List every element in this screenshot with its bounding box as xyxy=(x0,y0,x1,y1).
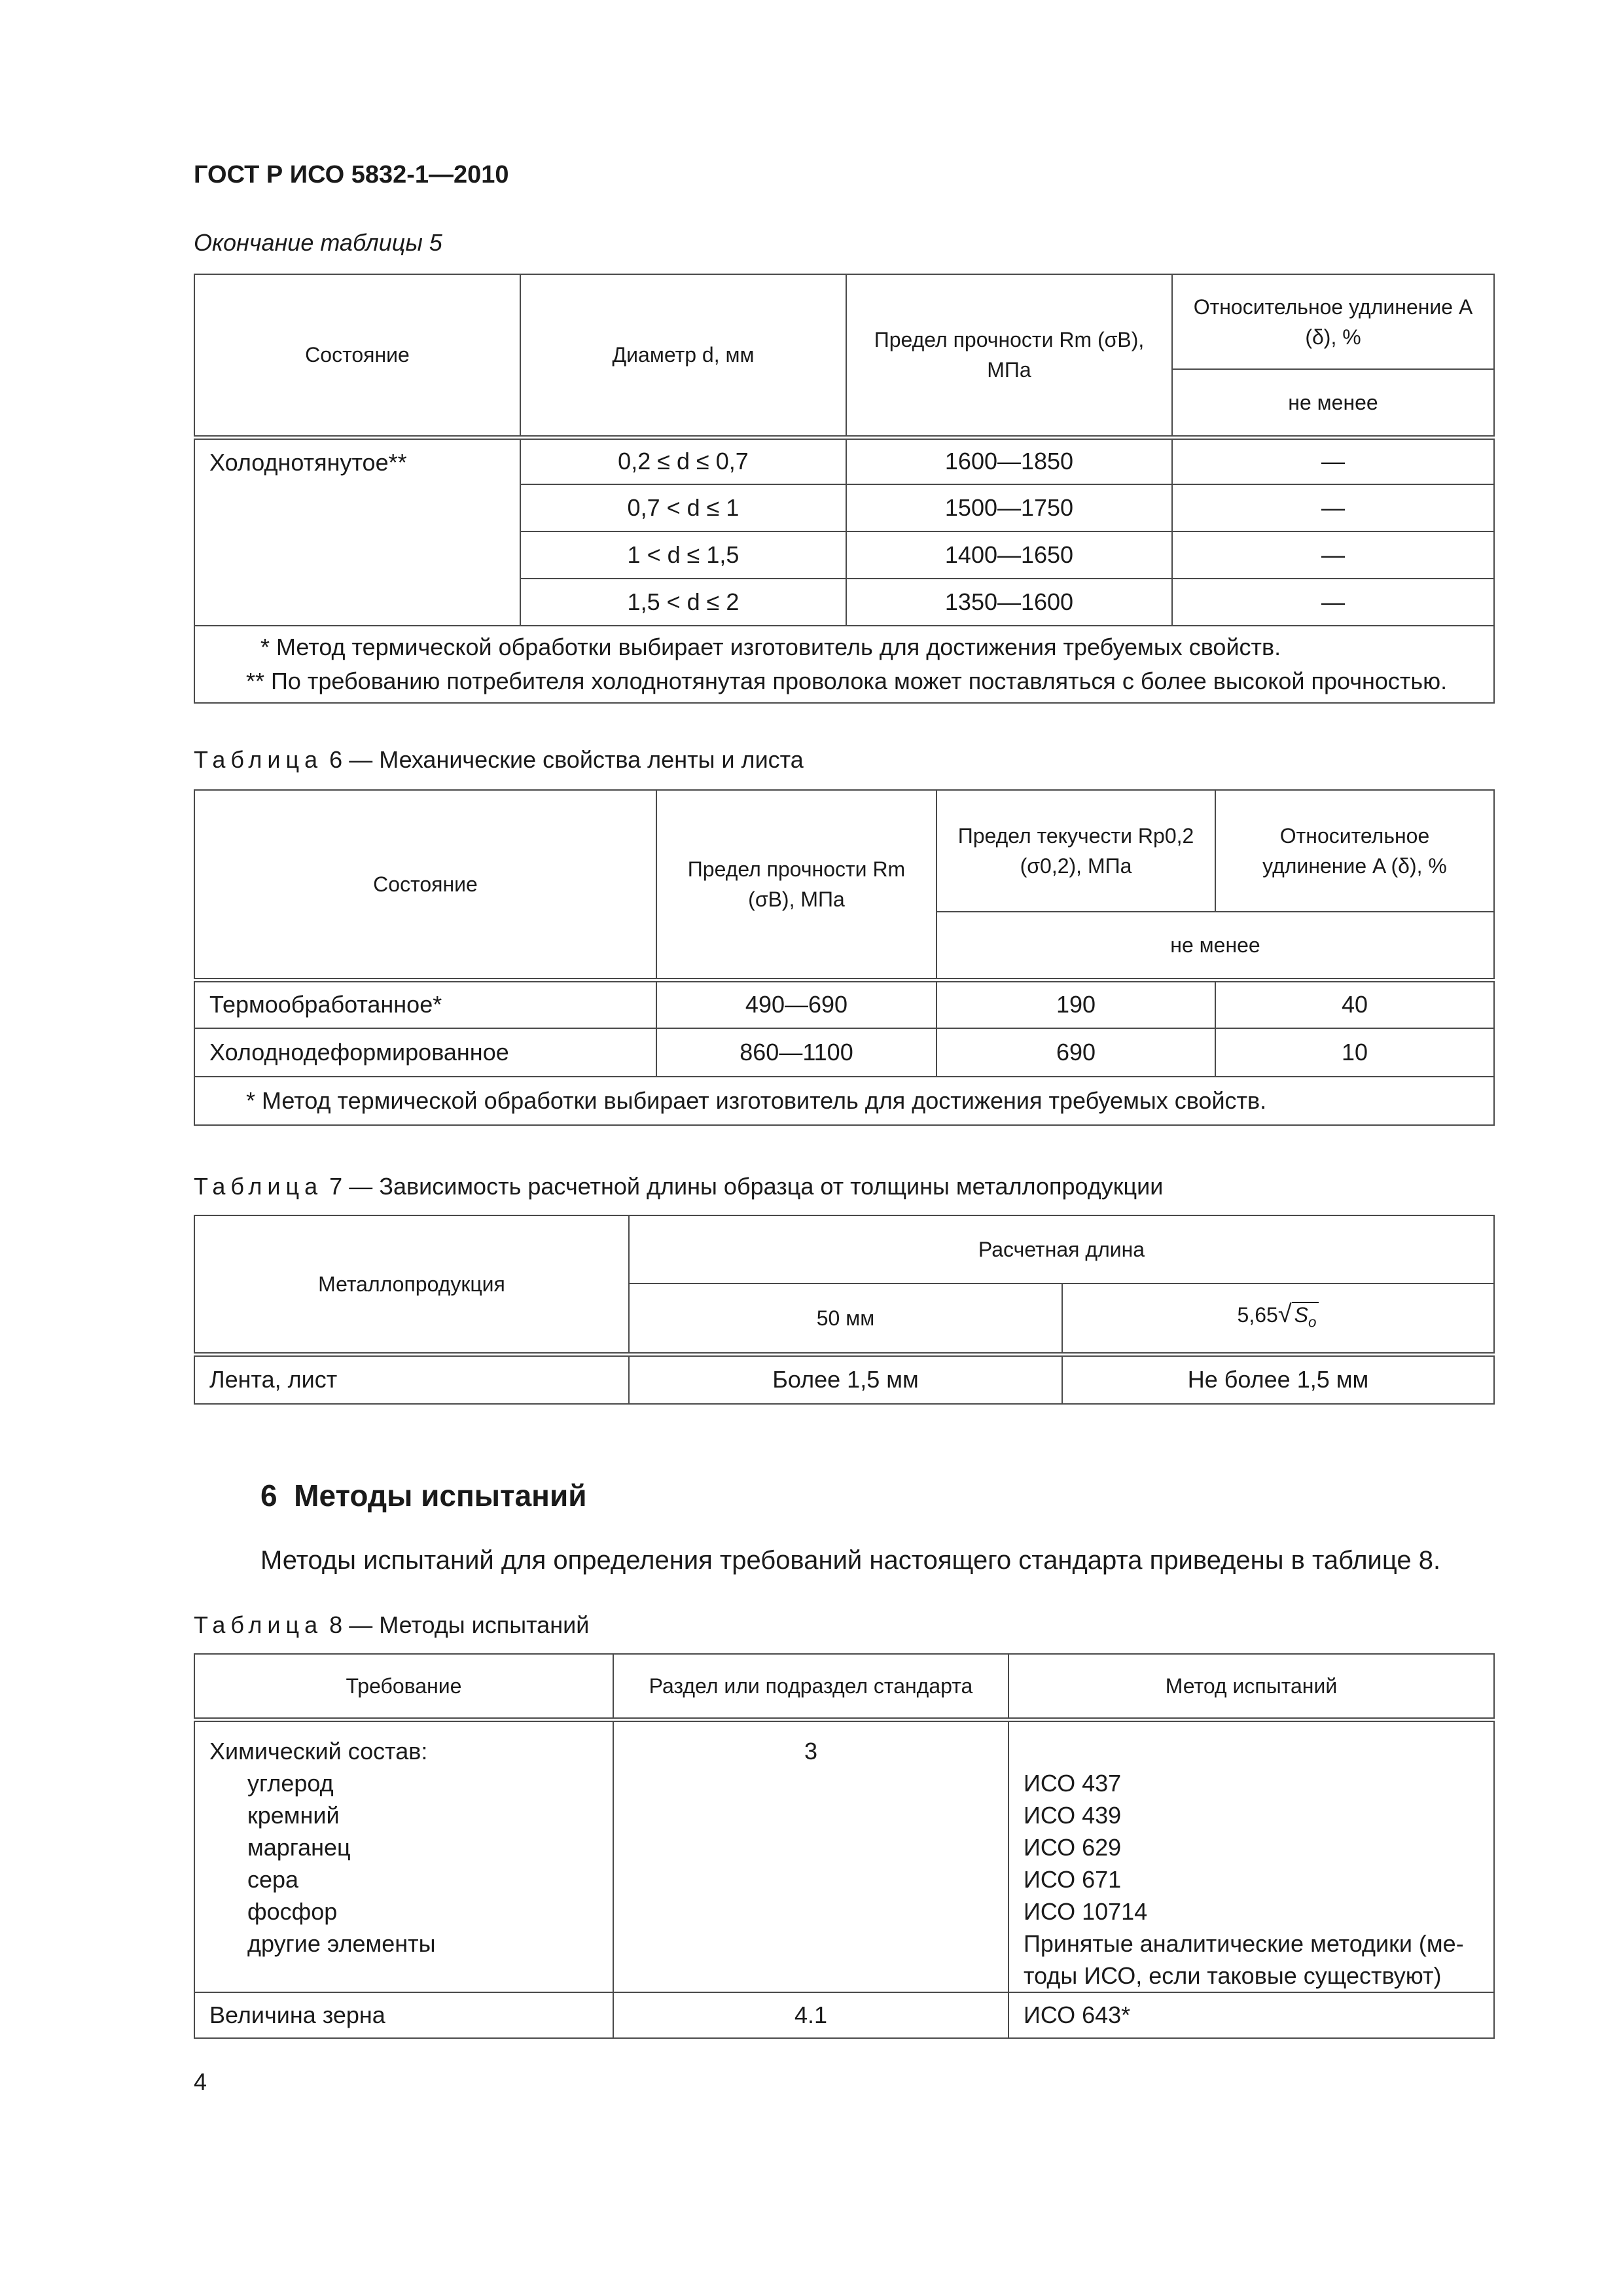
t8-header-method: Метод испытаний xyxy=(1008,1654,1494,1719)
table-cell: 4.1 xyxy=(613,1992,1008,2038)
t5-note-2: ** По требованию потребителя холоднотянутая проволока может поставляться с более высокой прочностью. xyxy=(246,668,1448,694)
formula-coef: 5,65 xyxy=(1237,1302,1278,1327)
table-cell: ИСО 643* xyxy=(1008,1992,1494,2038)
page-number: 4 xyxy=(194,2068,207,2095)
table-cell: Величина зерна xyxy=(194,1992,613,2038)
table-cell: — xyxy=(1172,484,1494,531)
list-item: сера xyxy=(247,1865,299,1893)
t6-header-state: Состояние xyxy=(194,790,656,980)
table-cell: 1350—1600 xyxy=(846,579,1172,626)
table-cell: Лента, лист xyxy=(194,1354,629,1404)
table-cell: — xyxy=(1172,437,1494,484)
t7-header-50mm: 50 мм xyxy=(629,1283,1062,1354)
list-item: фосфор xyxy=(247,1897,338,1925)
table-cell: Не более 1,5 мм xyxy=(1062,1354,1494,1404)
t6-header-min: не менее xyxy=(936,912,1494,980)
list-item: ИСО 437 xyxy=(1024,1769,1122,1797)
table-cell: 1400—1650 xyxy=(846,531,1172,579)
table6-caption-word: Таблица xyxy=(194,746,323,773)
list-item: Принятые аналитические методики (ме- xyxy=(1024,1929,1464,1957)
table5 xyxy=(194,274,1495,704)
list-item: ИСО 10714 xyxy=(1024,1897,1148,1925)
table-cell: — xyxy=(1172,579,1494,626)
document-header: ГОСТ Р ИСО 5832-1—2010 xyxy=(194,161,509,188)
table6 xyxy=(194,789,1495,1126)
table-cell: 40 xyxy=(1215,980,1494,1028)
list-item: другие элементы xyxy=(247,1929,436,1957)
table-cell: 490—690 xyxy=(656,980,936,1028)
table-cell: 860—1100 xyxy=(656,1028,936,1077)
list-item: тоды ИСО, если таковые существуют) xyxy=(1024,1962,1442,1989)
table-cell: Термообработанное* xyxy=(194,980,656,1028)
table8-caption xyxy=(194,1611,589,1639)
list-item: кремний xyxy=(247,1801,340,1829)
table-cell: 1600—1850 xyxy=(846,437,1172,484)
table8 xyxy=(194,1653,1495,2039)
table7 xyxy=(194,1215,1495,1405)
table8-caption-word: Таблица xyxy=(194,1611,323,1638)
sqrt-icon: √ xyxy=(1277,1300,1292,1328)
list-item: марганец xyxy=(247,1833,351,1861)
list-item: ИСО 671 xyxy=(1024,1865,1122,1893)
t5-header-min: не менее xyxy=(1172,369,1494,437)
table6-caption-rest: 6 — Механические свойства ленты и листа xyxy=(329,746,804,773)
t7-header-product: Металлопродукция xyxy=(194,1215,629,1354)
t6-header-strength: Предел прочности Rm (σB), МПа xyxy=(656,790,936,980)
list-item: углерод xyxy=(247,1769,334,1797)
table-cell: 1 < d ≤ 1,5 xyxy=(520,531,846,579)
t7-header-gauge: Расчетная длина xyxy=(629,1215,1494,1283)
t6-header-yield: Предел текучести Rp0,2 (σ0,2), МПа xyxy=(936,790,1215,912)
t8-chem-methods xyxy=(1008,1719,1494,1992)
table8-caption-rest: 8 — Методы испытаний xyxy=(329,1611,590,1638)
formula-sub: o xyxy=(1308,1313,1317,1330)
table5-caption: Окончание таблицы 5 xyxy=(194,229,442,256)
table-cell: Холоднодеформированное xyxy=(194,1028,656,1077)
table-cell: 0,2 ≤ d ≤ 0,7 xyxy=(520,437,846,484)
formula-var: S xyxy=(1294,1302,1309,1327)
table7-caption-rest: 7 — Зависимость расчетной длины образца от толщины металлопродукции xyxy=(329,1173,1164,1200)
t6-header-elongation: Относительное удлинение A (δ), % xyxy=(1215,790,1494,912)
t5-group-label: Холоднотянутое** xyxy=(194,437,520,626)
table7-caption xyxy=(194,1173,1163,1200)
t5-note-1: * Метод термической обработки выбирает изготовитель для достижения требуемых свойств. xyxy=(260,634,1281,660)
table-cell: 10 xyxy=(1215,1028,1494,1077)
t5-header-strength: Предел прочности Rm (σB), МПа xyxy=(846,274,1172,437)
t7-header-formula xyxy=(1062,1283,1494,1354)
t5-header-state: Состояние xyxy=(194,274,520,437)
list-item: Химический состав: xyxy=(209,1737,428,1765)
table6-caption xyxy=(194,746,804,774)
table-cell: 690 xyxy=(936,1028,1215,1077)
t8-chem-requirement xyxy=(194,1719,613,1992)
t6-note: * Метод термической обработки выбирает изготовитель для достижения требуемых свойств. xyxy=(194,1077,1494,1125)
t5-header-elongation: Относительное удлинение A (δ), % xyxy=(1172,274,1494,369)
section-title xyxy=(260,1478,587,1513)
table-cell: — xyxy=(1172,531,1494,579)
section-title-text: Методы испытаний xyxy=(294,1479,587,1513)
table-cell: 1,5 < d ≤ 2 xyxy=(520,579,846,626)
t8-header-section: Раздел или подраздел стандарта xyxy=(613,1654,1008,1719)
table7-caption-word: Таблица xyxy=(194,1173,323,1200)
table-cell: 1500—1750 xyxy=(846,484,1172,531)
table-cell: Более 1,5 мм xyxy=(629,1354,1062,1404)
list-item: ИСО 439 xyxy=(1024,1801,1122,1829)
section-number: 6 xyxy=(260,1479,277,1513)
t5-header-diameter: Диаметр d, мм xyxy=(520,274,846,437)
t8-header-requirement: Требование xyxy=(194,1654,613,1719)
table-cell: 190 xyxy=(936,980,1215,1028)
table-cell: 0,7 < d ≤ 1 xyxy=(520,484,846,531)
t5-notes xyxy=(194,626,1494,703)
t8-chem-section: 3 xyxy=(613,1719,1008,1992)
list-item: ИСО 629 xyxy=(1024,1833,1122,1861)
section-paragraph: Методы испытаний для определения требований настоящего стандарта приведены в таблице 8. xyxy=(260,1546,1441,1575)
